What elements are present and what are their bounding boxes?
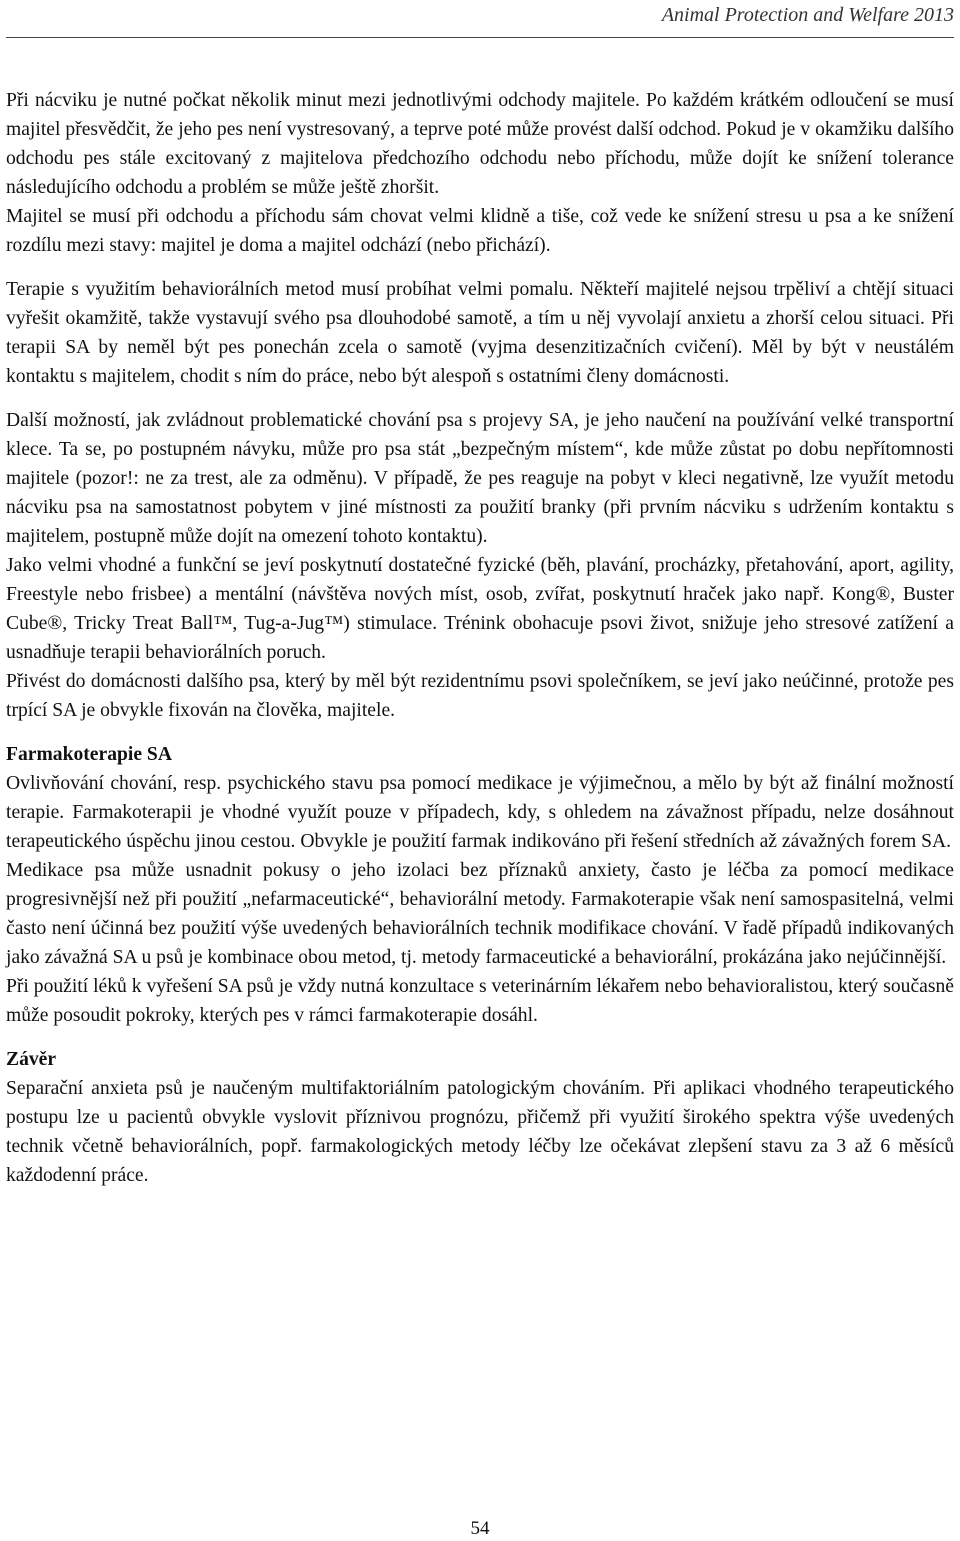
paragraph-3: Terapie s využitím behaviorálních metod musí probíhat velmi pomalu. Někteří majitelé nejsou trpěliví a chtějí situaci vyřešit okamžitě, takže vystavují svého psa dlouhodobé samotě, a tím u něj vyvolají anxietu a zhorší celou situaci. Při terapii SA by neměl být pes ponechán zcela o samotě (vyjma desenzitizačních cvičení). Měl by být v neustálém kontaktu s majitelem, chodit s ním do práce, nebo být alespoň s ostatními členy domácnosti. <box>6 279 954 387</box>
paragraph-6: Přivést do domácnosti dalšího psa, který by měl být rezidentnímu psovi společníkem, se jeví jako neúčinné, protože pes trpící SA je obvykle fixován na člověka, majitele. <box>6 671 954 721</box>
paragraph-1: Při nácviku je nutné počkat několik minut mezi jednotlivými odchody majitele. Po každém krátkém odloučení se musí majitel přesvědčit, že jeho pes není vystresovaný, a teprve poté může provést další odchod. Pokud je v okamžiku dalšího odchodu pes stále excitovaný z majitelova předchozího odchodu nebo příchodu, může dojít ke snížení tolerance následujícího odchodu a problém se může ještě zhoršit. <box>6 90 954 198</box>
running-header: Animal Protection and Welfare 2013 <box>661 4 954 26</box>
section-heading-farmakoterapie: Farmakoterapie SA <box>6 744 172 765</box>
paragraph-8: Medikace psa může usnadnit pokusy o jeho izolaci bez příznaků anxiety, často je léčba za pomocí medikace progresivnější než při použití „nefarmaceutické“, behaviorální metody. Farmakoterapie však není samospasitelná, velmi často není účinná bez použití výše uvedených behaviorálních technik modifikace chování. V řadě případů indikovaných jako závažná SA u psů je kombinace obou metod, tj. metody farmaceutické a behaviorální, prokázána jako nejúčinnější. <box>6 860 954 968</box>
paragraph-spacer <box>6 260 954 275</box>
paragraph-spacer <box>6 391 954 406</box>
section-heading-zaver: Závěr <box>6 1049 57 1070</box>
paragraph-spacer <box>6 725 954 740</box>
page-number: 54 <box>470 1518 490 1539</box>
paragraph-2: Majitel se musí při odchodu a příchodu sám chovat velmi klidně a tiše, což vede ke snížení stresu u psa a ke snížení rozdílu mezi stavy: majitel je doma a majitel odchází (nebo přichází). <box>6 206 954 256</box>
paragraph-9: Při použití léků k vyřešení SA psů je vždy nutná konzultace s veterinárním lékařem nebo behavioralistou, který současně může posoudit pokroky, kterých pes v rámci farmakoterapie dosáhl. <box>6 976 954 1026</box>
paragraph-7: Ovlivňování chování, resp. psychického stavu psa pomocí medikace je výjimečnou, a mělo by být až finální možností terapie. Farmakoterapii je vhodné využít pouze v případech, kdy, s ohledem na závažnost případu, nelze dosáhnout terapeutického úspěchu jinou cestou. Obvykle je použití farmak indikováno při řešení středních až závažných forem SA. <box>6 773 954 852</box>
document-body <box>6 86 954 1190</box>
paragraph-spacer <box>6 1030 954 1045</box>
paragraph-5: Jako velmi vhodné a funkční se jeví poskytnutí dostatečné fyzické (běh, plavání, procházky, přetahování, aport, agility, Freestyle nebo frisbee) a mentální (návštěva nových míst, osob, zvířat, poskytnutí hraček jako např. Kong®, Buster Cube®, Tricky Treat Ball™, Tug-a-Jug™) stimulace. Trénink obohacuje psovi život, snižuje jeho stresové zatížení a usnadňuje terapii behaviorálních poruch. <box>6 555 954 663</box>
paragraph-10: Separační anxieta psů je naučeným multifaktoriálním patologickým chováním. Při aplikaci vhodného terapeutického postupu lze u pacientů obvykle vyslovit příznivou prognózu, přičemž při využití širokého spektra výše uvedených technik včetně behaviorálních, popř. farmakologických metody léčby lze očekávat zlepšení stavu za 3 až 6 měsíců každodenní práce. <box>6 1078 954 1186</box>
paragraph-4: Další možností, jak zvládnout problematické chování psa s projevy SA, je jeho naučení na používání velké transportní klece. Ta se, po postupném návyku, může pro psa stát „bezpečným místem“, kde může zůstat po dobu nepřítomnosti majitele (pozor!: ne za trest, ale za odměnu). V případě, že pes reaguje na pobyt v kleci negativně, lze využít metodu nácviku psa na samostatnost pobytem v jiné místnosti za použití branky (při prvním nácviku s udržením kontaktu s majitelem, postupně může dojít na omezení tohoto kontaktu). <box>6 410 954 547</box>
header-divider <box>6 37 954 38</box>
